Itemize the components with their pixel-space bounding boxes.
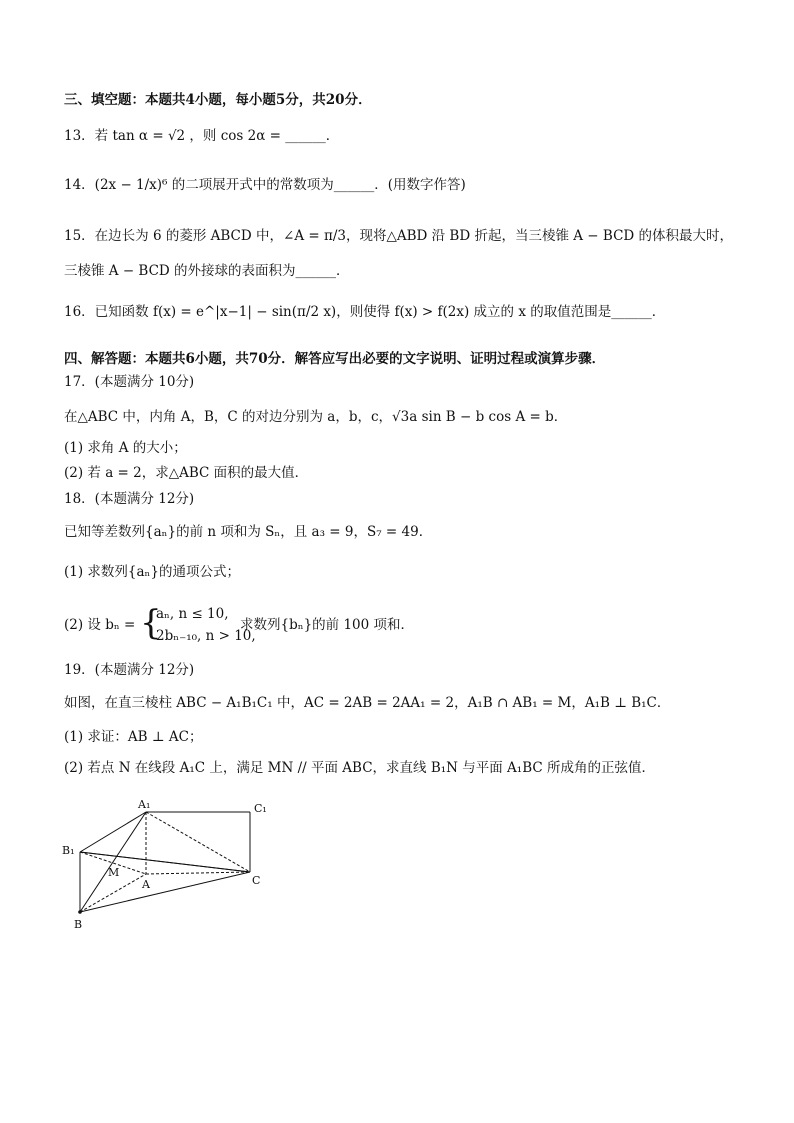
diag-B1C-2 [80,852,250,872]
question-13: 13．若 tan α = √2 ，则 cos 2α = ______． [64,128,340,144]
diag-A1C [146,812,250,872]
piecewise-case1: aₙ, n ≤ 10, [156,606,229,622]
label-A1: A₁ [138,798,151,811]
label-A: A [142,878,150,891]
diag-BA1 [80,812,146,912]
section4-heading: 四、解答题：本题共6小题，共70分．解答应写出必要的文字说明、证明过程或演算步骤． [64,351,606,367]
label-C: C [252,874,261,887]
question-18-part1: (1) 求数列{aₙ}的通项公式； [64,564,240,580]
edge-AC [146,872,250,874]
question-18-stem: 已知等差数列{aₙ}的前 n 项和为 Sₙ，且 a₃ = 9，S₇ = 49． [64,524,433,540]
prism-figure [58,798,278,938]
question-19-title: 19．(本题满分 12分) [64,662,195,678]
question-16: 16．已知函数 f(x) = e^|x−1| − sin(π/2 x)，则使得 f(x) > f(2x) 成立的 x 的取值范围是______． [64,304,666,320]
question-17-stem: 在△ABC 中，内角 A，B，C 的对边分别为 a，b，c，√3a sin B − b cos A = b． [64,409,568,425]
question-15-line1: 15．在边长为 6 的菱形 ABCD 中，∠A = π/3，现将△ABD 沿 BD 折起，当三棱锥 A − BCD 的体积最大时， [64,228,734,244]
q18-part2-prefix: (2) 设 bₙ = [64,617,136,633]
question-18-title: 18．(本题满分 12分) [64,491,195,507]
section3-heading: 三、填空题：本题共4小题，每小题5分，共20分． [64,92,372,108]
edge-B1A1 [80,812,146,852]
question-19-stem: 如图，在直三棱柱 ABC − A₁B₁C₁ 中，AC = 2AB = 2AA₁ = 2，A₁B ∩ AB₁ = M，A₁B ⊥ B₁C． [64,695,671,711]
edge-BA [80,874,146,912]
label-C1: C₁ [254,802,267,815]
label-M: M [108,866,120,879]
label-B1: B₁ [62,844,75,857]
question-17-part2: (2) 若 a = 2，求△ABC 面积的最大值． [64,465,309,481]
piecewise-brace: { [140,603,162,643]
question-17-part1: (1) 求角 A 的大小； [64,440,187,456]
question-17-title: 17．(本题满分 10分) [64,374,195,390]
question-14: 14．(2x − 1/x)⁶ 的二项展开式中的常数项为______．(用数字作答) [64,177,466,193]
question-19-part1: (1) 求证：AB ⊥ AC； [64,729,203,745]
piecewise-case2: 2bₙ₋₁₀, n > 10, [156,628,256,644]
q18-part2-suffix: 求数列{bₙ}的前 100 项和． [240,617,415,633]
label-B: B [74,918,83,931]
question-19-part2: (2) 若点 N 在线段 A₁C 上，满足 MN // 平面 ABC，求直线 B₁N 与平面 A₁BC 所成角的正弦值． [64,760,655,776]
edge-BC [80,872,250,912]
point-B [78,910,82,914]
question-15-line2: 三棱锥 A − BCD 的外接球的表面积为______． [64,263,350,279]
